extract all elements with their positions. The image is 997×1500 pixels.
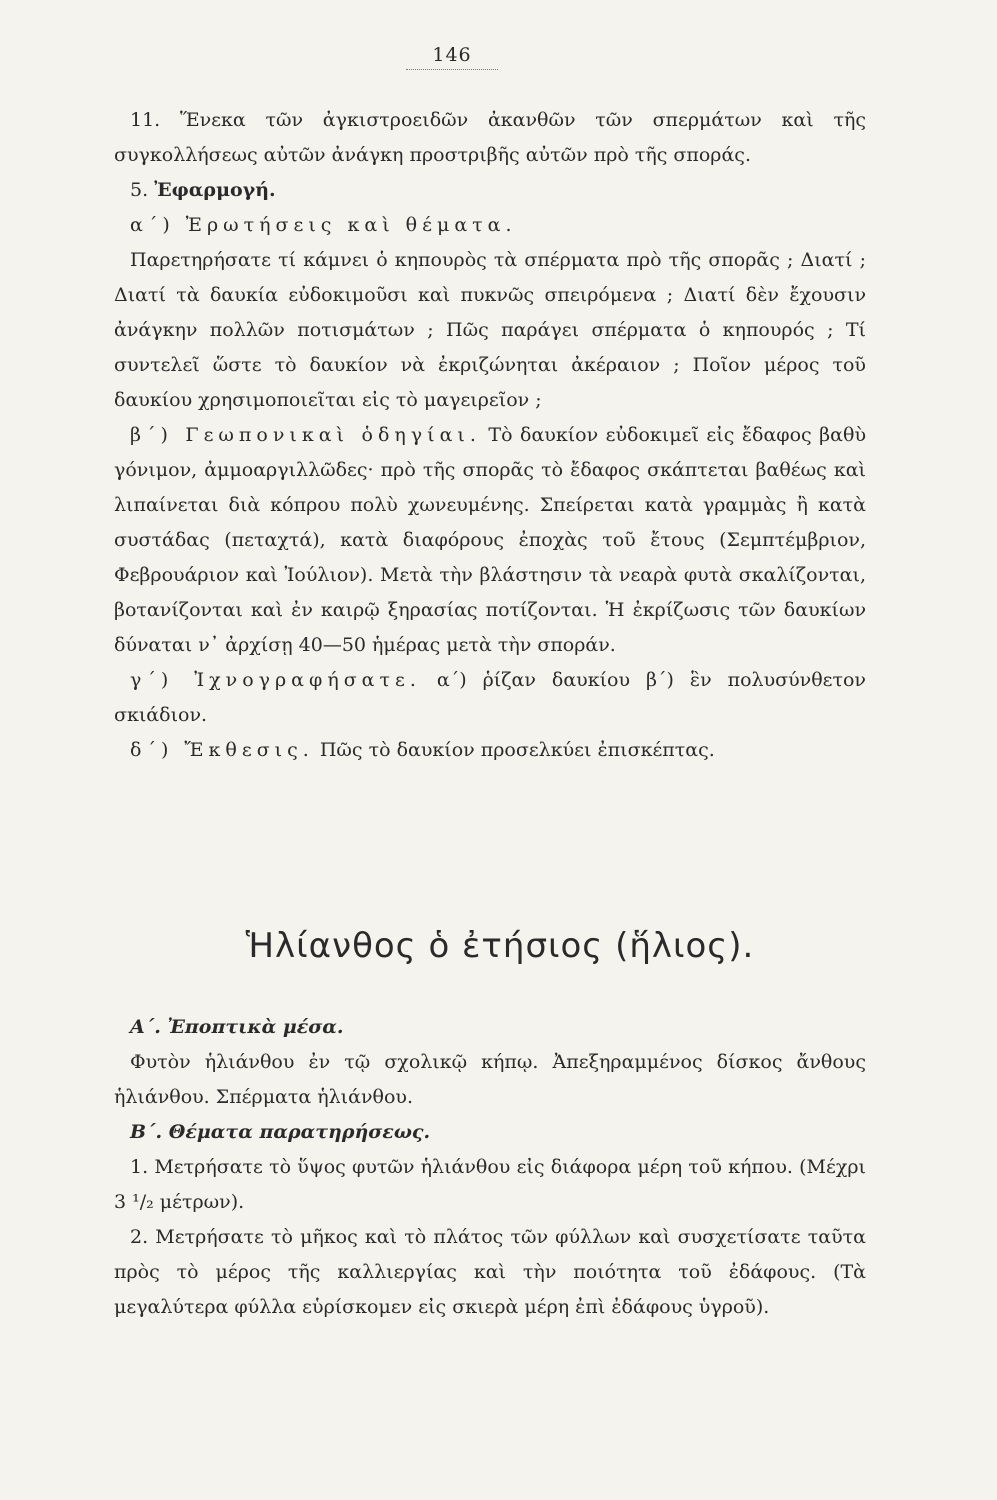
subsection-g-text: α΄) ῥίζαν δαυκίου β΄) ἓν πολυσύνθετον σκιάδιον. (114, 669, 866, 726)
lower-text-block (114, 1010, 866, 1325)
subsection-d-label: δ΄) Ἔκθεσις. (130, 739, 314, 761)
section-B-item-2: 2. Μετρήσατε τὸ μῆκος καὶ τὸ πλάτος τῶν φύλλων καὶ συσχετίσατε ταῦτα πρὸς τὸ μέρος τῆς καλλιεργίας καὶ τὴν ποιότητα τοῦ ἐδάφους. (Τὰ μεγαλύτερα φύλλα εὑρίσκομεν εἰς σκιερὰ μέρη ἐπὶ ἐδάφους ὑγροῦ). (114, 1226, 866, 1318)
subsection-a-label: α΄) Ἐρωτήσεις καὶ θέματα. (130, 214, 517, 236)
section-A-text: Φυτὸν ἡλιάνθου ἐν τῷ σχολικῷ κήπῳ. Ἀπεξηραμμένος δίσκος ἄνθους ἡλιάνθου. Σπέρματα ἡλιάνθου. (114, 1051, 866, 1108)
section-5-number: 5. (130, 179, 149, 201)
subsection-b (114, 418, 866, 663)
subsection-g-label: γ΄) Ἰχνογραφήσατε. (130, 669, 421, 691)
subsection-d-text: Πῶς τὸ δαυκίον προσελκύει ἐπισκέπτας. (319, 739, 715, 761)
section-A-label: Α΄. Ἐποπτικὰ μέσα. (130, 1016, 344, 1038)
subsection-g (114, 663, 866, 733)
section-B-label: Β΄. Θέματα παρατηρήσεως. (130, 1121, 431, 1143)
section-5-title: Ἐφαρμογή. (154, 179, 276, 201)
subsection-b-label: β΄) Γεωπονικαὶ ὁδηγίαι. (130, 424, 481, 446)
upper-text-block (114, 103, 866, 768)
section-5 (114, 173, 866, 208)
page-number: 146 (406, 44, 498, 70)
subsection-b-text: Τὸ δαυκίον εὐδοκιμεῖ εἰς ἔδαφος βαθὺ γόνιμον, ἀμμοαργιλλῶδες· πρὸ τῆς σπορᾶς τὸ ἔδαφος σκάπτεται βαθέως καὶ λιπαίνεται διὰ κόπρου πολὺ χωνευμένης. Σπείρεται κατὰ γραμμὰς ἢ κατὰ συστάδας (πεταχτά), κατὰ διαφόρους ἐποχὰς τοῦ ἔτους (Σεμπτέμβριον, Φεβρουάριον καὶ Ἰούλιον). Μετὰ τὴν βλάστησιν τὰ νεαρὰ φυτὰ σκαλίζονται, βοτανίζονται καὶ ἐν καιρῷ ξηρασίας ποτίζονται. Ἡ ἐκρίζωσις τῶν δαυκίων δύναται ν᾿ ἀρχίσῃ 40—50 ἡμέρας μετὰ τὴν σποράν. (114, 424, 866, 656)
chapter-heading: Ἡλίανθος ὁ ἐτήσιος (ἥλιος). (245, 926, 755, 966)
subsection-a-text: Παρετηρήσατε τί κάμνει ὁ κηπουρὸς τὰ σπέρματα πρὸ τῆς σπορᾶς ; Διατί ; Διατί τὰ δαυκία εὐδοκιμοῦσι καὶ πυκνῶς σπειρόμενα ; Διατί δὲν ἔχουσιν ἀνάγκην πολλῶν ποτισμάτων ; Πῶς παράγει σπέρματα ὁ κηπουρός ; Τί συντελεῖ ὥστε τὸ δαυκίον νὰ ἐκριζώνηται ἀκέραιον ; Ποῖον μέρος τοῦ δαυκίου χρησιμοποιεῖται εἰς τὸ μαγειρεῖον ; (114, 249, 866, 411)
subsection-d (114, 733, 866, 768)
item-11: 11. Ἕνεκα τῶν ἀγκιστροειδῶν ἀκανθῶν τῶν σπερμάτων καὶ τῆς συγκολλήσεως αὐτῶν ἀνάγκη προστριβῆς αὐτῶν πρὸ τῆς σποράς. (114, 109, 866, 166)
section-B-item-1: 1. Μετρήσατε τὸ ὕψος φυτῶν ἡλιάνθου εἰς διάφορα μέρη τοῦ κήπου. (Μέχρι 3 ¹/₂ μέτρων). (114, 1156, 866, 1213)
